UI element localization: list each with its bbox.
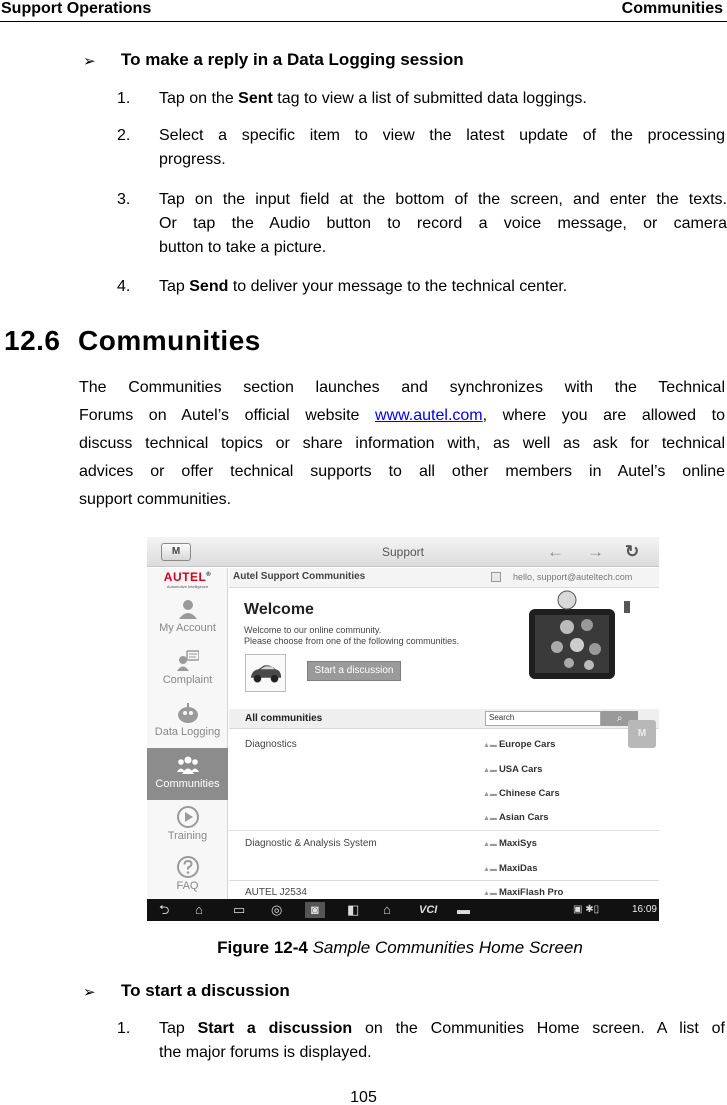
community-maxiflash-pro[interactable]: ▲▬ MaxiFlash Pro — [483, 887, 564, 898]
all-communities-bar — [229, 709, 659, 729]
car-image — [245, 654, 286, 692]
category-diagnostic-analysis-system[interactable]: Diagnostic & Analysis System — [245, 838, 377, 849]
step-text: Tap Send to deliver your message to the technical center. — [159, 278, 568, 295]
android-system-bar — [147, 899, 659, 921]
section-heading — [4, 325, 261, 357]
question-icon — [177, 856, 199, 878]
home-m-button[interactable]: M — [161, 543, 191, 561]
bullet-arrow-icon: ➢ — [83, 984, 96, 1001]
maxisys-icon[interactable]: ⌂ — [383, 902, 391, 917]
floating-m-button[interactable]: M — [628, 720, 656, 748]
communities-icon — [177, 754, 199, 776]
step-number: 2. — [117, 127, 131, 144]
camera-icon[interactable]: ◙ — [305, 902, 325, 918]
welcome-text: Welcome to our online community. Please choose from one of the following communities. — [244, 625, 460, 646]
forum-icon: ▲▬ — [483, 841, 497, 848]
forum-icon: ▲▬ — [483, 791, 497, 798]
subheading-reply: To make a reply in a Data Logging session — [121, 50, 464, 69]
step-text: Tap Start a discussion on the Communities Home screen. A list of the major forums is displayed. — [159, 1020, 725, 1061]
community-europe-cars[interactable]: ▲▬ Europe Cars — [483, 739, 556, 750]
sidebar-item-complaint[interactable]: Complaint — [147, 644, 228, 696]
user-greeting: hello, support@auteltech.com — [513, 572, 633, 582]
autel-logo: AUTEL® Automotive Intelligence — [163, 570, 212, 589]
divider — [229, 880, 659, 881]
app-topbar — [147, 537, 659, 567]
car-status-icon[interactable]: ▬ — [457, 902, 470, 917]
all-communities-label: All communities — [245, 713, 323, 724]
body-paragraph: The Communities section launches and synchronizes with the Technical Forums on Autel’s official website www.autel.com, where you are allowed to discuss technical topics or share information with, as well as ask for technical advices or offer technical supports to all other members in Autel’s online support communities. — [79, 379, 725, 508]
community-usa-cars[interactable]: ▲▬ USA Cars — [483, 764, 543, 775]
community-asian-cars[interactable]: ▲▬ Asian Cars — [483, 812, 549, 823]
forum-icon: ▲▬ — [483, 866, 497, 873]
car-icon — [246, 655, 285, 691]
community-maxidas[interactable]: ▲▬ MaxiDas — [483, 863, 538, 874]
play-icon — [177, 806, 199, 828]
start-discussion-button[interactable]: Start a discussion — [307, 661, 401, 681]
sidebar-item-training[interactable]: Training — [147, 800, 228, 852]
refresh-icon[interactable]: ↻ — [625, 542, 640, 561]
page-header — [0, 0, 727, 22]
forward-arrow-icon[interactable]: → — [587, 542, 604, 561]
welcome-title: Welcome — [244, 601, 314, 618]
page-number: 105 — [350, 1089, 377, 1105]
back-icon[interactable]: ⮌ — [159, 902, 170, 917]
sidebar — [147, 568, 228, 899]
display-icon[interactable]: ◧ — [347, 902, 360, 917]
community-maxisys[interactable]: ▲▬ MaxiSys — [483, 838, 537, 849]
user-icon — [177, 598, 199, 620]
step-number: 1. — [117, 90, 131, 107]
bullet-arrow-icon: ➢ — [83, 53, 96, 70]
data-logging-icon — [177, 702, 199, 724]
community-chinese-cars[interactable]: ▲▬ Chinese Cars — [483, 788, 560, 799]
notification-icons: ▣ ✱▯ — [573, 904, 600, 915]
figure-caption: Figure 12-4 Sample Communities Home Screen — [217, 938, 583, 957]
section-title: Communities — [78, 325, 261, 356]
autel-website-link[interactable]: www.autel.com — [375, 407, 483, 424]
system-clock: 16:09 — [631, 904, 657, 915]
forum-icon: ▲▬ — [483, 767, 497, 774]
main-header — [229, 568, 659, 588]
tablet-logos-image — [527, 587, 630, 691]
step-number: 4. — [117, 278, 131, 295]
step-number: 1. — [117, 1020, 131, 1037]
sidebar-item-communities[interactable]: Communities — [147, 748, 228, 800]
home-icon[interactable]: ⌂ — [195, 902, 203, 917]
communities-screenshot — [147, 537, 659, 921]
section-number: 12.6 — [4, 325, 61, 356]
sidebar-item-my-account[interactable]: My Account — [147, 592, 228, 644]
search-input[interactable]: Search — [485, 711, 601, 726]
back-arrow-icon[interactable]: ← — [547, 542, 564, 561]
vci-icon[interactable]: VCI — [419, 904, 438, 916]
recent-apps-icon[interactable]: ▭ — [233, 902, 246, 917]
step-text: Select a specific item to view the latest update of the processing progress. — [159, 127, 725, 168]
header-section: Communities — [621, 0, 723, 17]
forum-icon: ▲▬ — [483, 890, 497, 897]
main-title: Autel Support Communities — [233, 571, 366, 582]
browser-icon[interactable]: ◎ — [271, 902, 283, 917]
step-text: Tap on the Sent tag to view a list of submitted data loggings. — [159, 90, 587, 107]
subheading-start-discussion: To start a discussion — [121, 981, 290, 1000]
step-text: Tap on the input field at the bottom of the screen, and enter the texts. Or tap the Audio button to record a voice message, or camera button to take a picture. — [159, 191, 727, 256]
complaint-icon — [177, 650, 199, 672]
sidebar-item-data-logging[interactable]: Data Logging — [147, 696, 228, 748]
forum-icon: ▲▬ — [483, 815, 497, 822]
search-icon: ⌕ — [616, 713, 623, 724]
forum-icon: ▲▬ — [483, 742, 497, 749]
category-diagnostics[interactable]: Diagnostics — [245, 739, 297, 750]
category-autel-j2534[interactable]: AUTEL J2534 — [245, 887, 307, 898]
sidebar-item-faq[interactable]: FAQ — [147, 850, 228, 902]
app-title: Support — [381, 545, 425, 559]
header-chapter: Support Operations — [1, 0, 152, 17]
divider — [229, 830, 659, 831]
step-number: 3. — [117, 191, 131, 208]
user-avatar-icon — [491, 572, 501, 582]
